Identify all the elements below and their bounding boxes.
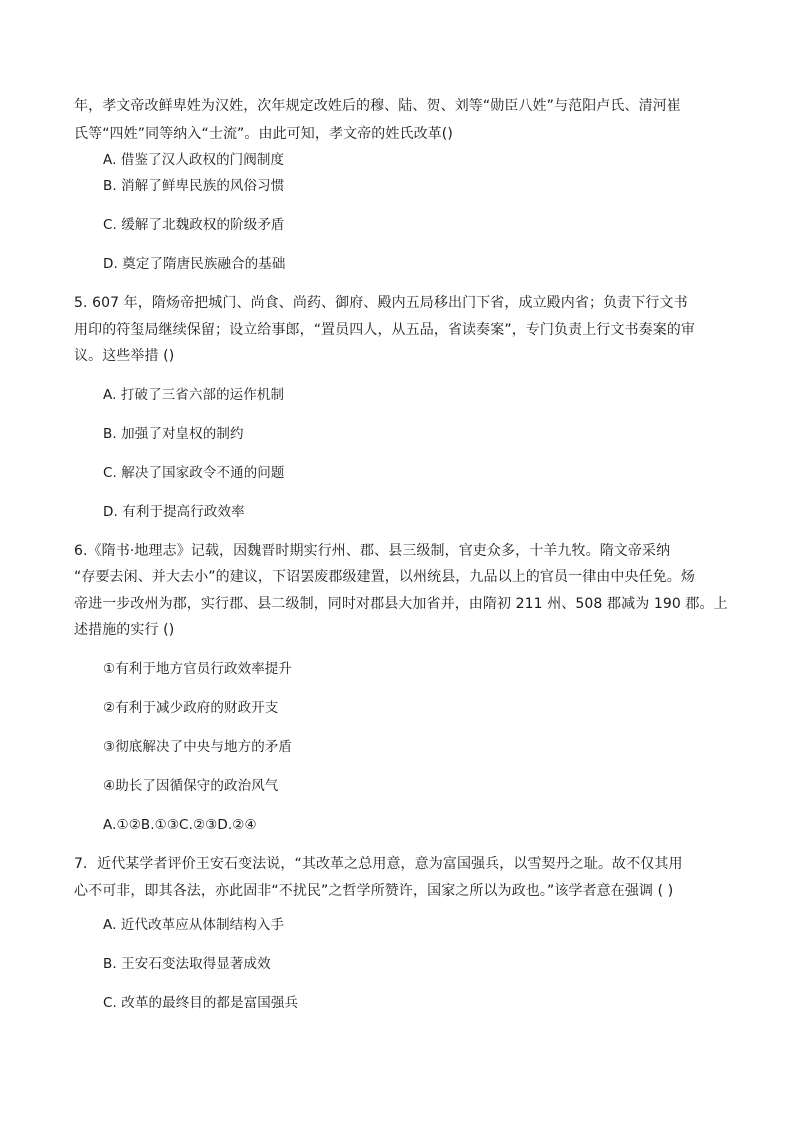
q4-stem-line-1: 年，孝文帝改鲜卑姓为汉姓，次年规定改姓后的穆、陆、贺、刘等“勋臣八姓”与范阳卢氏、清河崔: [74, 98, 681, 114]
q4-option-c: C. 缓解了北魏政权的阶级矛盾: [103, 217, 285, 233]
q5-option-a: A. 打破了三省六部的运作机制: [103, 387, 285, 403]
q6-stem-line-1: 6.《隋书·地理志》记载，因魏晋时期实行州、郡、县三级制，官吏众多，十羊九牧。隋文帝采纳: [74, 543, 671, 559]
q6-stem-line-2: “存要去闲、并大去小”的建议，下诏罢废郡级建置，以州统县，九品以上的官员一律由中央任免。炀: [74, 569, 696, 585]
q4-option-d: D. 奠定了隋唐民族融合的基础: [103, 256, 286, 272]
q5-option-b: B. 加强了对皇权的制约: [103, 426, 244, 442]
q6-item-2: ②有利于减少政府的财政开支: [103, 700, 279, 716]
q7-option-a: A. 近代改革应从体制结构入手: [103, 917, 285, 933]
q7-option-b: B. 王安石变法取得显著成效: [103, 956, 271, 972]
q5-stem-line-1: 5. 607 年，隋炀帝把城门、尚食、尚药、御府、殿内五局移出门下省，成立殿内省；负责下行文书: [74, 295, 688, 311]
q6-choices: A.①②B.①③C.②③D.②④: [103, 817, 257, 833]
q4-option-b: B. 消解了鲜卑民族的风俗习惯: [103, 178, 285, 194]
q6-stem-line-4: 述措施的实行 (): [74, 622, 175, 638]
q4-stem-line-2: 氏等“四姓”同等纳入“士流”。由此可知，孝文帝的姓氏改革(): [74, 126, 453, 142]
q5-option-c: C. 解决了国家政令不通的问题: [103, 465, 285, 481]
q4-option-a: A. 借鉴了汉人政权的门阀制度: [103, 152, 285, 168]
q6-item-1: ①有利于地方官员行政效率提升: [103, 661, 293, 677]
q7-stem-line-1: 7．近代某学者评价王安石变法说，“其改革之总用意，意为富国强兵，以雪契丹之耻。故不仅其用: [74, 856, 683, 872]
q5-stem-line-2: 用印的符玺局继续保留；设立给事郎，“置员四人，从五品，省读奏案”，专门负责上行文书奏案的审: [74, 322, 696, 338]
q6-item-3: ③彻底解决了中央与地方的矛盾: [103, 739, 293, 755]
q6-stem-line-3: 帝进一步改州为郡，实行郡、县二级制，同时对郡县大加省并，由隋初 211 州、508 郡减为 190 郡。上: [74, 596, 728, 612]
q5-option-d: D. 有利于提高行政效率: [103, 504, 245, 520]
q7-option-c: C. 改革的最终目的都是富国强兵: [103, 995, 299, 1011]
q7-stem-line-2: 心不可非，即其各法，亦此固非“不扰民”之哲学所赞许，国家之所以为政也。”该学者意在强调 ( ): [74, 883, 674, 899]
q5-stem-line-3: 议。这些举措 (): [74, 348, 175, 364]
q6-item-4: ④助长了因循保守的政治风气: [103, 778, 279, 794]
